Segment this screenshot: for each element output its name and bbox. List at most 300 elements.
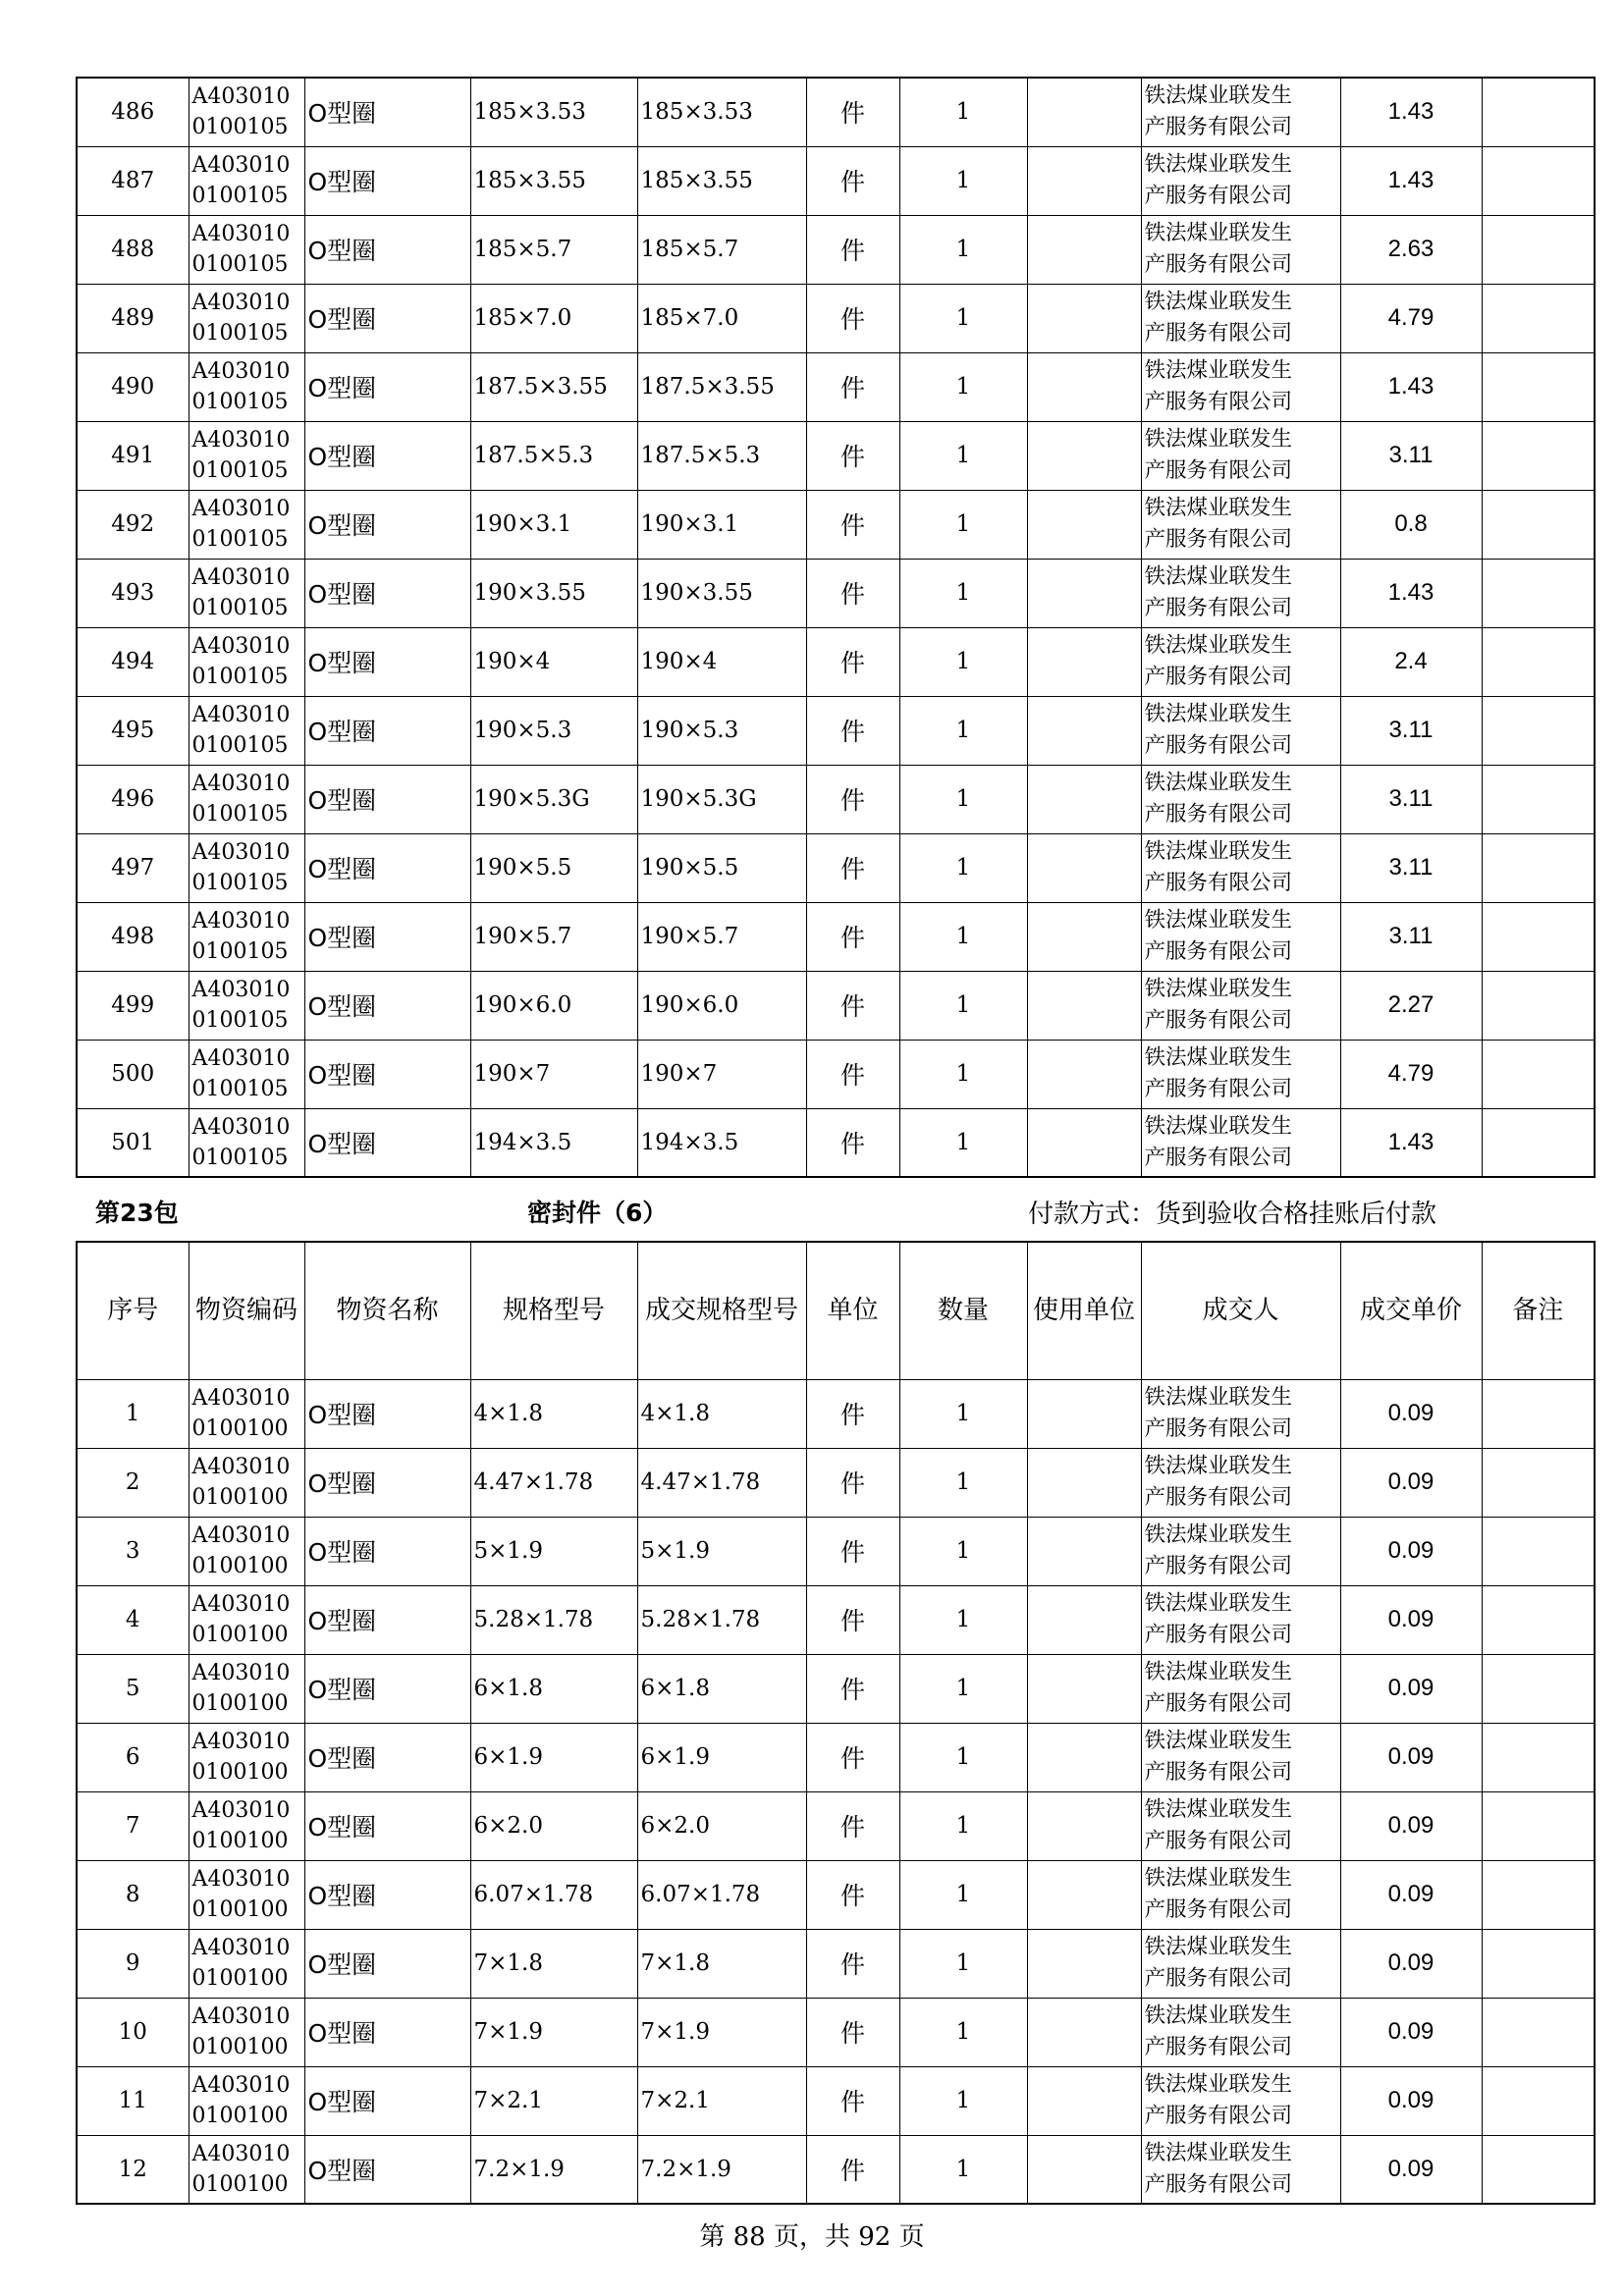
cell-qty: 1	[899, 1929, 1027, 1998]
cell-spec: 5.28×1.78	[470, 1585, 637, 1654]
cell-deal-spec: 185×5.7	[637, 215, 806, 284]
cell-code-line: 0100105	[191, 252, 289, 277]
header-user: 使用单位	[1027, 1242, 1141, 1379]
cell-code-line: 0100100	[191, 1623, 289, 1647]
cell-vendor	[1141, 1517, 1340, 1585]
cell-code	[189, 1040, 304, 1108]
cell-seq: 497	[77, 833, 189, 902]
cell-code	[189, 1108, 304, 1177]
table-row	[77, 1040, 1595, 1108]
cell-vendor-line: 铁法煤业联发生	[1144, 221, 1293, 245]
cell-note	[1482, 1654, 1595, 1723]
cell-name: O型圈	[304, 627, 470, 696]
cell-code-line: 0100100	[191, 1691, 289, 1716]
cell-name: O型圈	[304, 1379, 470, 1448]
cell-seq: 498	[77, 902, 189, 971]
cell-unit: 件	[806, 1517, 899, 1585]
cell-code	[189, 1929, 304, 1998]
cell-vendor	[1141, 902, 1340, 971]
cell-name: O型圈	[304, 1654, 470, 1723]
cell-qty: 1	[899, 284, 1027, 352]
table-row	[77, 1929, 1595, 1998]
table-row	[77, 146, 1595, 215]
cell-deal-spec: 6×2.0	[637, 1791, 806, 1860]
cell-vendor-line: 产服务有限公司	[1144, 252, 1293, 277]
cell-unit: 件	[806, 352, 899, 421]
header-unit: 单位	[806, 1242, 899, 1379]
cell-price: 1.43	[1340, 1108, 1482, 1177]
cell-code	[189, 1379, 304, 1448]
cell-price: 1.43	[1340, 559, 1482, 627]
cell-note	[1482, 1379, 1595, 1448]
cell-user	[1027, 1379, 1141, 1448]
cell-vendor	[1141, 696, 1340, 765]
cell-seq: 5	[77, 1654, 189, 1723]
cell-note	[1482, 146, 1595, 215]
cell-vendor	[1141, 1860, 1340, 1929]
cell-vendor	[1141, 1108, 1340, 1177]
cell-price: 0.09	[1340, 2066, 1482, 2135]
cell-user	[1027, 902, 1141, 971]
cell-code-line: A403010	[191, 2073, 291, 2098]
cell-user	[1027, 1791, 1141, 1860]
cell-deal-spec: 7×1.8	[637, 1929, 806, 1998]
cell-spec: 6×2.0	[470, 1791, 637, 1860]
table-row	[77, 559, 1595, 627]
cell-spec: 7×1.9	[470, 1998, 637, 2066]
cell-qty: 1	[899, 1860, 1027, 1929]
cell-unit: 件	[806, 1723, 899, 1791]
cell-vendor-line: 铁法煤业联发生	[1144, 83, 1293, 109]
cell-code-line: 0100100	[191, 1554, 289, 1578]
package-items-table	[76, 1241, 1596, 2205]
table-row	[77, 1517, 1595, 1585]
cell-price: 2.4	[1340, 627, 1482, 696]
cell-code	[189, 696, 304, 765]
cell-user	[1027, 1998, 1141, 2066]
table-row	[77, 1998, 1595, 2066]
cell-deal-spec: 4×1.8	[637, 1379, 806, 1448]
cell-vendor-line: 铁法煤业联发生	[1144, 1866, 1293, 1891]
cell-unit: 件	[806, 902, 899, 971]
cell-deal-spec: 7.2×1.9	[637, 2135, 806, 2204]
cell-user	[1027, 2066, 1141, 2135]
cell-seq: 487	[77, 146, 189, 215]
cell-vendor-line: 产服务有限公司	[1144, 665, 1293, 689]
cell-qty: 1	[899, 490, 1027, 559]
cell-deal-spec: 187.5×5.3	[637, 421, 806, 490]
cell-seq: 7	[77, 1791, 189, 1860]
cell-vendor-line: 产服务有限公司	[1144, 184, 1293, 208]
cell-name: O型圈	[304, 284, 470, 352]
cell-unit: 件	[806, 765, 899, 833]
cell-deal-spec: 190×5.3G	[637, 765, 806, 833]
header-code: 物资编码	[189, 1242, 304, 1379]
cell-seq: 4	[77, 1585, 189, 1654]
cell-unit: 件	[806, 284, 899, 352]
cell-note	[1482, 1860, 1595, 1929]
cell-note	[1482, 765, 1595, 833]
cell-seq: 494	[77, 627, 189, 696]
cell-name: O型圈	[304, 2135, 470, 2204]
cell-note	[1482, 696, 1595, 765]
cell-user	[1027, 1723, 1141, 1791]
cell-vendor-line: 铁法煤业联发生	[1144, 771, 1293, 795]
cell-vendor	[1141, 284, 1340, 352]
cell-price: 3.11	[1340, 833, 1482, 902]
table-row	[77, 2066, 1595, 2135]
cell-qty: 1	[899, 971, 1027, 1040]
cell-unit: 件	[806, 971, 899, 1040]
cell-seq: 492	[77, 490, 189, 559]
cell-code-line: 0100100	[191, 1760, 289, 1785]
cell-code-line: A403010	[191, 1046, 291, 1071]
table-header-row	[77, 1242, 1595, 1379]
cell-vendor	[1141, 1040, 1340, 1108]
cell-qty: 1	[899, 421, 1027, 490]
cell-user	[1027, 146, 1141, 215]
cell-vendor-line: 产服务有限公司	[1144, 1077, 1293, 1101]
cell-spec: 187.5×5.3	[470, 421, 637, 490]
cell-vendor-line: 铁法煤业联发生	[1144, 496, 1293, 520]
cell-code-line: 0100105	[191, 184, 289, 208]
cell-qty: 1	[899, 1040, 1027, 1108]
cell-unit: 件	[806, 1448, 899, 1517]
cell-qty: 1	[899, 1108, 1027, 1177]
header-deal-spec: 成交规格型号	[637, 1242, 806, 1379]
cell-code	[189, 1998, 304, 2066]
header-vendor: 成交人	[1141, 1242, 1340, 1379]
cell-unit: 件	[806, 78, 899, 146]
cell-code	[189, 352, 304, 421]
cell-code	[189, 1517, 304, 1585]
cell-qty: 1	[899, 146, 1027, 215]
cell-user	[1027, 215, 1141, 284]
cell-vendor	[1141, 1379, 1340, 1448]
cell-user	[1027, 78, 1141, 146]
cell-user	[1027, 1860, 1141, 1929]
table-row	[77, 1448, 1595, 1517]
cell-code-line: 0100100	[191, 1829, 289, 1853]
cell-code-line: A403010	[191, 222, 291, 246]
cell-note	[1482, 1929, 1595, 1998]
cell-code-line: 0100100	[191, 1966, 289, 1991]
cell-user	[1027, 1448, 1141, 1517]
cell-code-line: A403010	[191, 359, 291, 384]
cell-vendor-line: 铁法煤业联发生	[1144, 1935, 1293, 1959]
cell-code-line: 0100100	[191, 1897, 289, 1922]
cell-price: 0.09	[1340, 1517, 1482, 1585]
cell-code-line: 0100105	[191, 1077, 289, 1101]
cell-unit: 件	[806, 833, 899, 902]
cell-vendor-line: 铁法煤业联发生	[1144, 2072, 1293, 2097]
header-name: 物资名称	[304, 1242, 470, 1379]
cell-spec: 190×5.3G	[470, 765, 637, 833]
cell-seq: 1	[77, 1379, 189, 1448]
cell-code	[189, 971, 304, 1040]
cell-spec: 185×3.53	[470, 78, 637, 146]
cell-user	[1027, 1585, 1141, 1654]
cell-price: 2.63	[1340, 215, 1482, 284]
cell-vendor-line: 铁法煤业联发生	[1144, 427, 1293, 452]
cell-price: 0.09	[1340, 1929, 1482, 1998]
cell-vendor-line: 铁法煤业联发生	[1144, 152, 1293, 177]
table2-body	[77, 1379, 1595, 2204]
cell-spec: 185×5.7	[470, 215, 637, 284]
cell-code	[189, 146, 304, 215]
cell-code-line: A403010	[191, 1661, 291, 1685]
cell-vendor-line: 产服务有限公司	[1144, 1416, 1293, 1441]
cell-code-line: A403010	[191, 1114, 291, 1140]
cell-code-line: A403010	[191, 84, 291, 110]
cell-code-line: A403010	[191, 1936, 291, 1960]
cell-seq: 490	[77, 352, 189, 421]
cell-name: O型圈	[304, 1929, 470, 1998]
cell-user	[1027, 833, 1141, 902]
cell-spec: 190×5.3	[470, 696, 637, 765]
cell-code-line: A403010	[191, 497, 291, 521]
cell-name: O型圈	[304, 902, 470, 971]
cell-code	[189, 559, 304, 627]
cell-seq: 491	[77, 421, 189, 490]
cell-name: O型圈	[304, 1040, 470, 1108]
cell-note	[1482, 1585, 1595, 1654]
cell-vendor	[1141, 421, 1340, 490]
table-row	[77, 902, 1595, 971]
cell-vendor-line: 铁法煤业联发生	[1144, 1729, 1293, 1753]
cell-spec: 7×2.1	[470, 2066, 637, 2135]
cell-vendor-line: 铁法煤业联发生	[1144, 633, 1293, 658]
cell-vendor-line: 产服务有限公司	[1144, 390, 1293, 414]
cell-seq: 12	[77, 2135, 189, 2204]
cell-unit: 件	[806, 1654, 899, 1723]
cell-vendor	[1141, 1448, 1340, 1517]
table-row	[77, 696, 1595, 765]
table-row	[77, 2135, 1595, 2204]
cell-user	[1027, 696, 1141, 765]
table-row	[77, 1654, 1595, 1723]
cell-unit: 件	[806, 490, 899, 559]
cell-spec: 4×1.8	[470, 1379, 637, 1448]
cell-code-line: A403010	[191, 772, 291, 796]
cell-unit: 件	[806, 2135, 899, 2204]
table-row	[77, 1860, 1595, 1929]
cell-vendor-line: 铁法煤业联发生	[1144, 1454, 1293, 1478]
cell-spec: 190×4	[470, 627, 637, 696]
table-row	[77, 1108, 1595, 1177]
cell-vendor	[1141, 1723, 1340, 1791]
cell-seq: 6	[77, 1723, 189, 1791]
header-seq: 序号	[77, 1242, 189, 1379]
cell-note	[1482, 1998, 1595, 2066]
cell-spec: 5×1.9	[470, 1517, 637, 1585]
cell-code-line: A403010	[191, 1386, 291, 1411]
cell-note	[1482, 1517, 1595, 1585]
cell-note	[1482, 284, 1595, 352]
cell-qty: 1	[899, 2066, 1027, 2135]
cell-qty: 1	[899, 1998, 1027, 2066]
cell-vendor-line: 产服务有限公司	[1144, 1897, 1293, 1922]
table1-body	[77, 78, 1595, 1177]
cell-price: 3.11	[1340, 696, 1482, 765]
cell-unit: 件	[806, 1998, 899, 2066]
cell-spec: 190×5.7	[470, 902, 637, 971]
cell-seq: 501	[77, 1108, 189, 1177]
cell-seq: 9	[77, 1929, 189, 1998]
cell-deal-spec: 190×5.3	[637, 696, 806, 765]
cell-vendor-line: 铁法煤业联发生	[1144, 702, 1293, 726]
cell-code	[189, 1448, 304, 1517]
cell-unit: 件	[806, 627, 899, 696]
cell-name: O型圈	[304, 2066, 470, 2135]
cell-name: O型圈	[304, 1998, 470, 2066]
cell-vendor	[1141, 2135, 1340, 2204]
cell-price: 4.79	[1340, 1040, 1482, 1108]
cell-code-line: A403010	[191, 428, 291, 453]
cell-name: O型圈	[304, 1585, 470, 1654]
cell-vendor-line: 产服务有限公司	[1144, 733, 1293, 758]
cell-user	[1027, 1929, 1141, 1998]
cell-price: 0.09	[1340, 1860, 1482, 1929]
table-row	[77, 352, 1595, 421]
cell-code-line: A403010	[191, 153, 291, 178]
table-row	[77, 627, 1595, 696]
cell-qty: 1	[899, 78, 1027, 146]
cell-code-line: 0100105	[191, 1145, 289, 1170]
cell-price: 0.09	[1340, 2135, 1482, 2204]
cell-seq: 489	[77, 284, 189, 352]
cell-name: O型圈	[304, 146, 470, 215]
cell-vendor-line: 产服务有限公司	[1144, 1008, 1293, 1033]
cell-price: 0.09	[1340, 1379, 1482, 1448]
cell-deal-spec: 190×5.7	[637, 902, 806, 971]
cell-vendor-line: 铁法煤业联发生	[1144, 358, 1293, 383]
cell-deal-spec: 190×4	[637, 627, 806, 696]
cell-price: 4.79	[1340, 284, 1482, 352]
cell-seq: 493	[77, 559, 189, 627]
cell-name: O型圈	[304, 1860, 470, 1929]
cell-vendor-line: 铁法煤业联发生	[1144, 1385, 1293, 1410]
cell-note	[1482, 559, 1595, 627]
cell-code-line: A403010	[191, 1455, 291, 1479]
cell-vendor-line: 产服务有限公司	[1144, 1691, 1293, 1716]
table-row	[77, 284, 1595, 352]
cell-user	[1027, 1654, 1141, 1723]
page-footer: 第 88 页，共 92 页	[699, 2222, 925, 2252]
cell-price: 0.09	[1340, 1723, 1482, 1791]
cell-code-line: A403010	[191, 634, 291, 659]
table-row	[77, 78, 1595, 146]
table-row	[77, 490, 1595, 559]
cell-code-line: 0100105	[191, 939, 289, 964]
cell-name: O型圈	[304, 1723, 470, 1791]
cell-code-line: A403010	[191, 703, 291, 727]
cell-code-line: 0100105	[191, 458, 289, 483]
cell-user	[1027, 2135, 1141, 2204]
cell-code-line: A403010	[191, 2141, 291, 2166]
cell-code-line: 0100105	[191, 802, 289, 827]
cell-vendor	[1141, 215, 1340, 284]
cell-user	[1027, 627, 1141, 696]
cell-note	[1482, 971, 1595, 1040]
cell-spec: 6.07×1.78	[470, 1860, 637, 1929]
cell-vendor-line: 产服务有限公司	[1144, 2035, 1293, 2059]
cell-vendor	[1141, 971, 1340, 1040]
cell-deal-spec: 7×2.1	[637, 2066, 806, 2135]
cell-code-line: 0100100	[191, 1485, 289, 1510]
cell-deal-spec: 185×3.53	[637, 78, 806, 146]
table-row	[77, 833, 1595, 902]
cell-name: O型圈	[304, 559, 470, 627]
cell-vendor-line: 产服务有限公司	[1144, 871, 1293, 895]
cell-code-line: A403010	[191, 1730, 291, 1754]
cell-vendor-line: 铁法煤业联发生	[1144, 1522, 1293, 1547]
cell-seq: 2	[77, 1448, 189, 1517]
cell-code-line: A403010	[191, 565, 291, 590]
cell-name: O型圈	[304, 352, 470, 421]
cell-code-line: 0100105	[191, 321, 289, 346]
cell-code-line: 0100105	[191, 596, 289, 620]
cell-name: O型圈	[304, 765, 470, 833]
cell-deal-spec: 6×1.9	[637, 1723, 806, 1791]
cell-qty: 1	[899, 1379, 1027, 1448]
cell-seq: 500	[77, 1040, 189, 1108]
cell-seq: 8	[77, 1860, 189, 1929]
cell-deal-spec: 6×1.8	[637, 1654, 806, 1723]
cell-note	[1482, 627, 1595, 696]
cell-deal-spec: 6.07×1.78	[637, 1860, 806, 1929]
table-row	[77, 765, 1595, 833]
cell-code	[189, 490, 304, 559]
cell-name: O型圈	[304, 1448, 470, 1517]
cell-vendor	[1141, 1585, 1340, 1654]
cell-spec: 190×5.5	[470, 833, 637, 902]
cell-deal-spec: 187.5×3.55	[637, 352, 806, 421]
cell-note	[1482, 78, 1595, 146]
cell-code-line: A403010	[191, 2004, 291, 2029]
cell-note	[1482, 1108, 1595, 1177]
cell-note	[1482, 1448, 1595, 1517]
cell-price: 0.09	[1340, 1998, 1482, 2066]
cell-vendor-line: 产服务有限公司	[1144, 1623, 1293, 1647]
cell-price: 3.11	[1340, 902, 1482, 971]
cell-vendor	[1141, 1929, 1340, 1998]
cell-code	[189, 627, 304, 696]
cell-unit: 件	[806, 1379, 899, 1448]
cell-vendor-line: 铁法煤业联发生	[1144, 839, 1293, 864]
cell-deal-spec: 7×1.9	[637, 1998, 806, 2066]
cell-price: 0.09	[1340, 1791, 1482, 1860]
cell-note	[1482, 352, 1595, 421]
cell-qty: 1	[899, 1517, 1027, 1585]
cell-qty: 1	[899, 2135, 1027, 2204]
cell-deal-spec: 190×6.0	[637, 971, 806, 1040]
cell-vendor-line: 铁法煤业联发生	[1144, 1660, 1293, 1684]
cell-spec: 194×3.5	[470, 1108, 637, 1177]
cell-vendor-line: 铁法煤业联发生	[1144, 977, 1293, 1001]
cell-vendor	[1141, 2066, 1340, 2135]
cell-note	[1482, 2135, 1595, 2204]
cell-name: O型圈	[304, 833, 470, 902]
cell-vendor-line: 产服务有限公司	[1144, 1554, 1293, 1578]
cell-price: 1.43	[1340, 78, 1482, 146]
cell-note	[1482, 833, 1595, 902]
cell-vendor	[1141, 559, 1340, 627]
cell-code-line: A403010	[191, 840, 291, 865]
cell-user	[1027, 559, 1141, 627]
cell-seq: 486	[77, 78, 189, 146]
cell-vendor-line: 产服务有限公司	[1144, 2171, 1293, 2197]
